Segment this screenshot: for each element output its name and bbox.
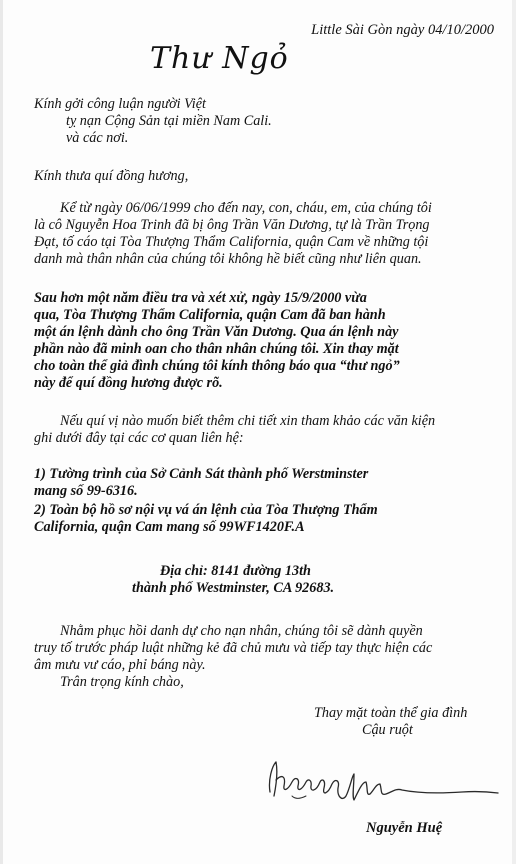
paragraph-1-line: Đạt, tố cáo tại Tòa Thượng Thẩm California, quận Cam về những tội	[34, 234, 429, 250]
signer-name: Nguyễn Huệ	[366, 820, 443, 836]
reference-1-line: 1) Tường trình của Sở Cảnh Sát thành phố Werstminster	[34, 466, 369, 482]
paragraph-2-line: Sau hơn một năm điều tra và xét xử, ngày 15/9/2000 vừa	[34, 290, 367, 306]
recipient-line-3: và các nơi.	[66, 130, 129, 146]
letter-title: Thư Ngỏ	[150, 41, 289, 76]
closing-line: Nhằm phục hồi danh dự cho nạn nhân, chúng tôi sẽ dành quyền	[60, 623, 423, 639]
paragraph-2-line: này để quí đồng hương được rõ.	[34, 375, 223, 391]
paragraph-2-line: qua, Tòa Thượng Thẩm California, quận Cam đã ban hành	[34, 307, 386, 323]
paragraph-2-line: một án lệnh dành cho ông Trần Văn Dương. Qua án lệnh này	[34, 324, 399, 340]
greeting: Kính thưa quí đồng hương,	[34, 168, 189, 184]
paragraph-1-line: là cô Nguyễn Hoa Trinh đã bị ông Trần Văn Dương, tự là Trần Trọng	[34, 217, 430, 233]
reference-1-line: mang số 99-6316.	[34, 483, 138, 499]
paragraph-2-line: phần nào đã minh oan cho thân nhân chúng tôi. Xin thay mặt	[34, 341, 399, 357]
paragraph-3-line: ghi dưới đây tại các cơ quan liên hệ:	[34, 430, 244, 446]
paragraph-1-line: danh mà thân nhân của chúng tôi không hề biết cũng như liên quan.	[34, 251, 422, 267]
closing-line: âm mưu vư cáo, phỉ báng này.	[34, 657, 206, 673]
paragraph-3-line: Nếu quí vị nào muốn biết thêm chi tiết xin tham khảo các văn kiện	[60, 413, 436, 429]
address-line-2: thành phố Westminster, CA 92683.	[132, 580, 335, 596]
closing-line: truy tố trước pháp luật những kẻ đã chủ mưu và tiếp tay thực hiện các	[34, 640, 433, 656]
date-line: Little Sài Gòn ngày 04/10/2000	[311, 22, 494, 38]
recipient-line-1: Kính gởi công luận người Việt	[34, 96, 206, 112]
scan-edge-left	[0, 0, 3, 864]
signature-behalf: Thay mặt toàn thể gia đình	[314, 705, 468, 721]
paragraph-1-line: Kể từ ngày 06/06/1999 cho đến nay, con, cháu, em, của chúng tôi	[60, 200, 432, 216]
paragraph-2-line: cho toàn thể giả đình chúng tôi kính thông báo qua “thư ngỏ”	[34, 358, 400, 374]
reference-2-line: 2) Toàn bộ hồ sơ nội vụ vá án lệnh của Tòa Thượng Thẩm	[34, 502, 378, 518]
closing-salutation: Trân trọng kính chào,	[60, 674, 184, 690]
address-line-1: Địa chỉ: 8141 đường 13th	[160, 563, 311, 579]
recipient-line-2: tỵ nạn Cộng Sản tại miền Nam Cali.	[66, 113, 272, 129]
signature-relation: Cậu ruột	[362, 722, 413, 738]
reference-2-line: California, quận Cam mang số 99WF1420F.A	[34, 519, 305, 535]
scan-edge-right	[512, 0, 516, 864]
handwritten-signature	[262, 752, 502, 810]
